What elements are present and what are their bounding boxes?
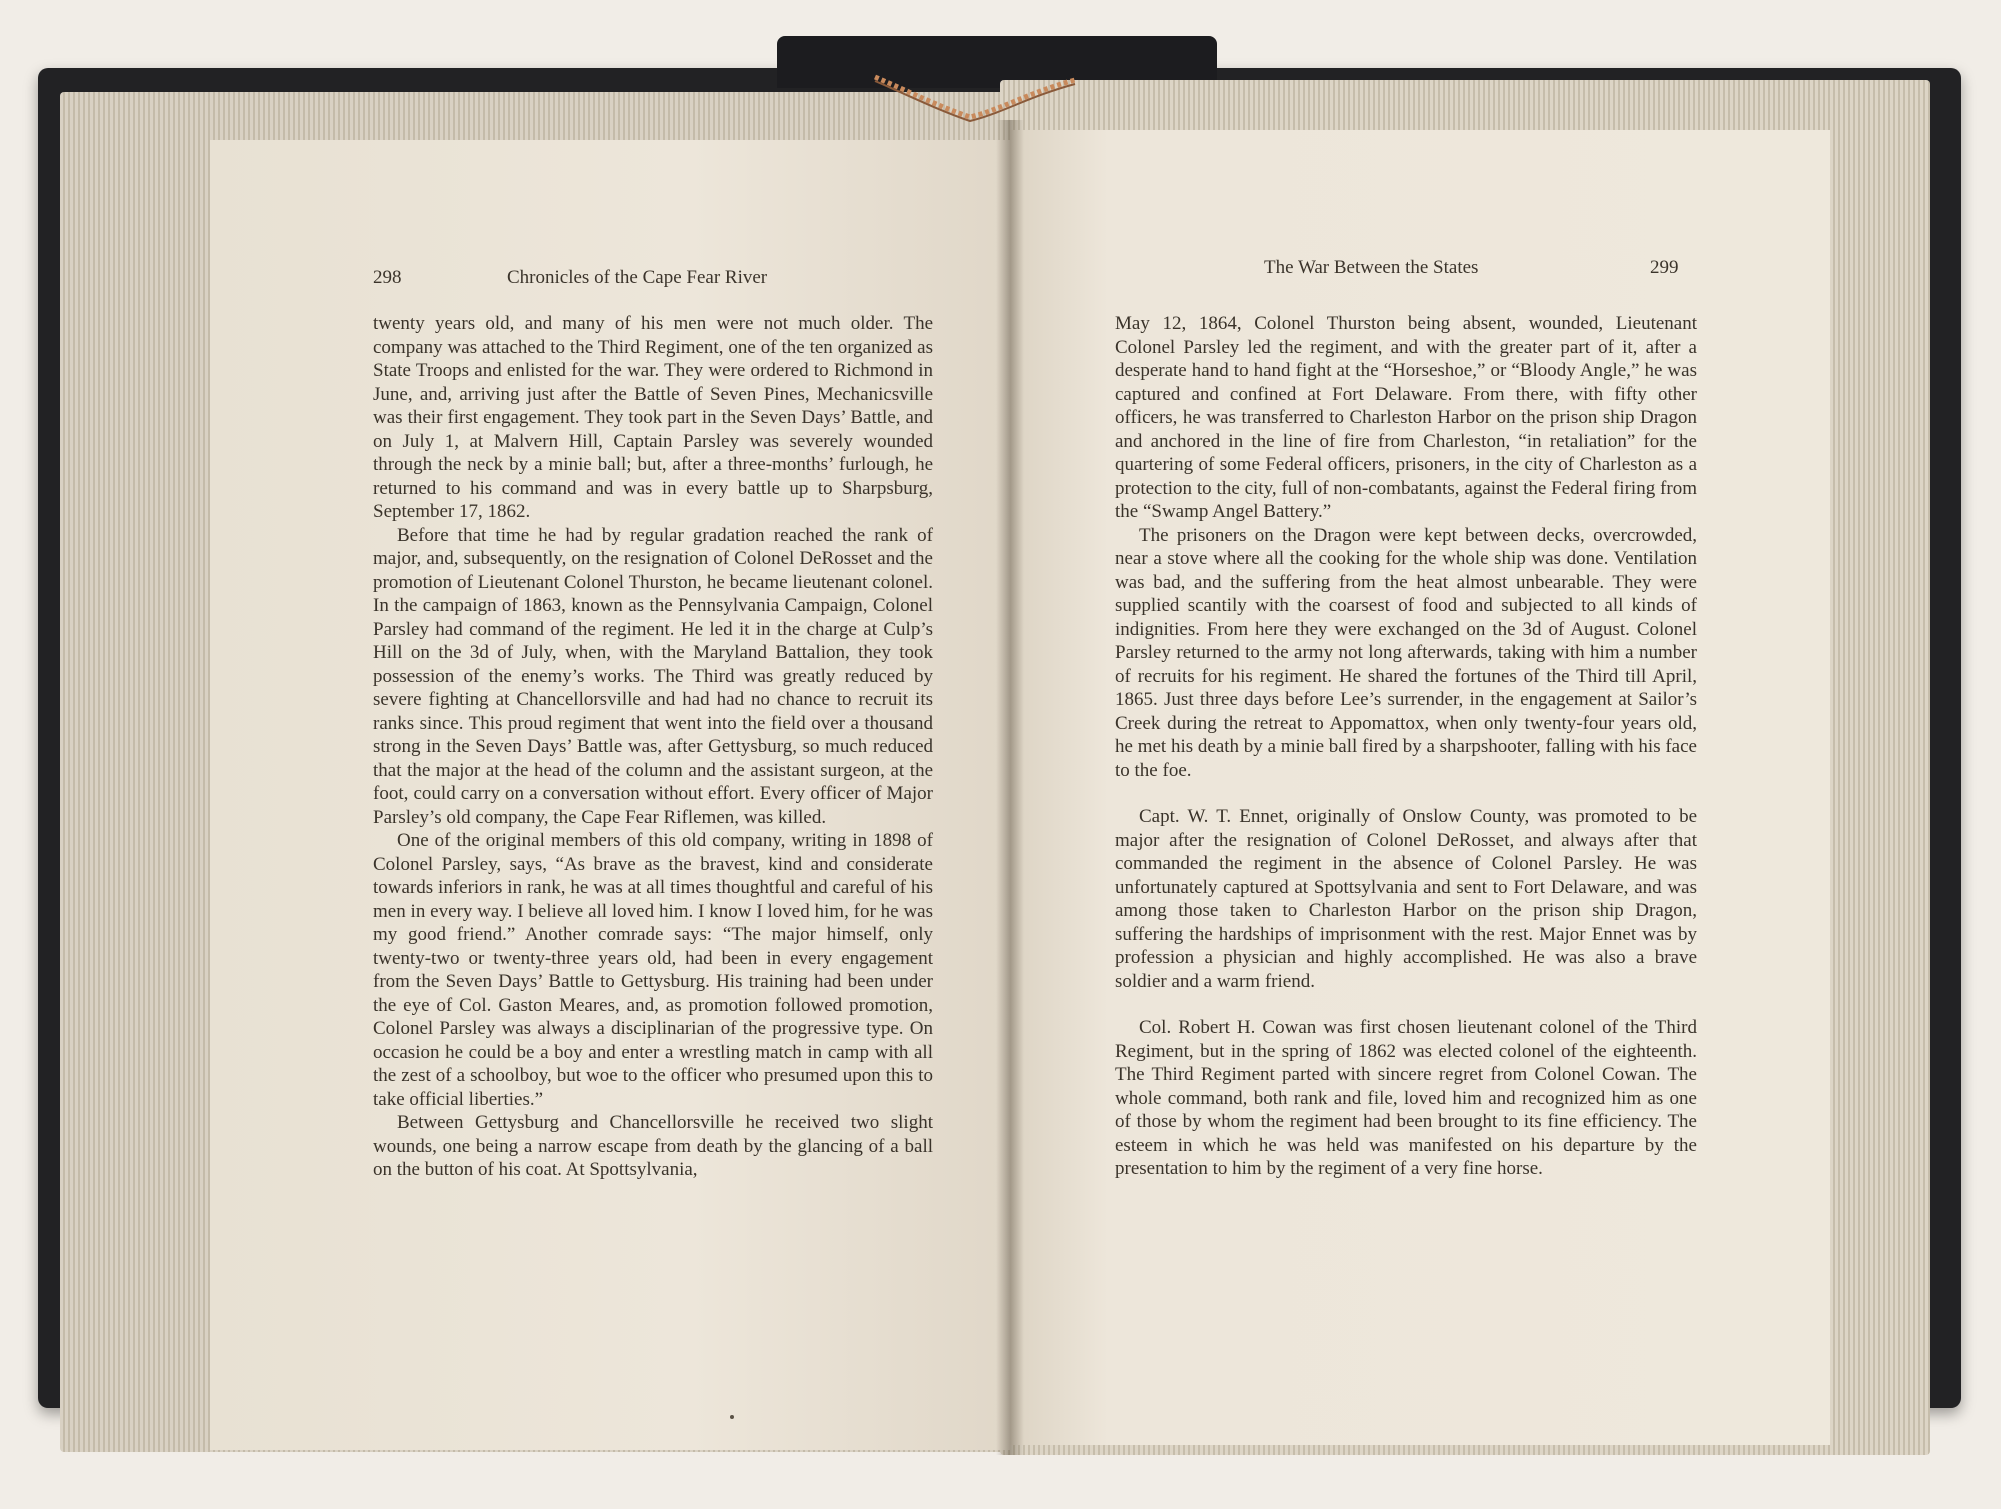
right-running-title: The War Between the States: [1264, 257, 1479, 278]
right-page-text: [1115, 312, 1697, 1181]
right-page: [1010, 130, 1830, 1445]
left-running-title: Chronicles of the Cape Fear River: [507, 267, 768, 288]
left-page: [210, 140, 1010, 1450]
left-page-number: 298: [373, 267, 402, 288]
paragraph: The prisoners on the Dragon were kept between decks, overcrowded, near a stove where all the cooking for the whole ship was done. Ventilation was bad, and the suffering from the heat almost unbearable. They were supplied scantily with the coarsest of food and subjected to all kinds of indignities. From here they were exchanged on the 3d of August. Colonel Parsley returned to the army not long afterwards, taking with him a number of recruits for his regiment. He shared the fortunes of the Third till April, 1865. Just three days before Lee’s surrender, in the engagement at Sailor’s Creek during the retreat to Appomattox, when only twenty-four years old, he met his death by a minie ball fired by a sharpshooter, falling with his face to the foe.: [1115, 524, 1697, 781]
paragraph: Capt. W. T. Ennet, originally of Onslow County, was promoted to be major after the resignation of Colonel DeRosset, and always after that commanded the regiment in the absence of Colonel Parsley. He was unfortunately captured at Spottsylvania and sent to Fort Delaware, and was among those taken to Charleston Harbor on the prison ship Dragon, suffering the hardships of imprisonment with the rest. Major Ennet was by profession a physician and highly accomplished. He was also a brave soldier and a warm friend.: [1115, 806, 1697, 992]
paragraph: Between Gettysburg and Chancellorsville he received two slight wounds, one being a narrow escape from death by the glancing of a ball on the button of his coat. At Spottsylvania,: [373, 1112, 933, 1180]
page-mark: [730, 1415, 734, 1419]
ribbon-bookmark-icon: [870, 72, 1080, 132]
paragraph: Before that time he had by regular gradation reached the rank of major, and, subsequently, on the resignation of Colonel DeRosset and the promotion of Lieutenant Colonel Thurston, he became lieutenant colonel. In the campaign of 1863, known as the Pennsylvania Campaign, Colonel Parsley had command of the regiment. He led it in the charge at Culp’s Hill on the 3d of July, when, with the Maryland Battalion, they took possession of the enemy’s works. The Third was greatly reduced by severe fighting at Chancellorsville and had had no chance to recruit its ranks since. This proud regiment that went into the field over a thousand strong in the Seven Days’ Battle was, after Gettysburg, so much reduced that the major at the head of the column and the assistant surgeon, at the foot, could carry on a conversation without effort. Every officer of Major Parsley’s old company, the Cape Fear Riflemen, was killed.: [373, 524, 933, 828]
paragraph: twenty years old, and many of his men were not much older. The company was attached to the Third Regiment, one of the ten organized as State Troops and enlisted for the war. They were ordered to Richmond in June, and, arriving just after the Battle of Seven Pines, Mechanicsville was their first engagement. They took part in the Seven Days’ Battle, and on July 1, at Malvern Hill, Captain Parsley was severely wounded through the neck by a minie ball; but, after a three-months’ furlough, he returned to his command and was in every battle up to Sharpsburg, September 17, 1862.: [373, 313, 933, 522]
paragraph: May 12, 1864, Colonel Thurston being absent, wounded, Lieutenant Colonel Parsley led the regiment, and with the greater part of it, after a desperate hand to hand fight at the “Horseshoe,” or “Bloody Angle,” he was captured and confined at Fort Delaware. From there, with fifty other officers, he was transferred to Charleston Harbor on the prison ship Dragon and anchored in the line of fire from Charleston, “in retaliation” for the quartering of some Federal officers, prisoners, in the city of Charleston as a protection to the city, full of non-combatants, against the Federal firing from the “Swamp Angel Battery.”: [1115, 313, 1697, 522]
right-page-number: 299: [1650, 257, 1679, 278]
book-gutter: [996, 120, 1024, 1455]
paragraph: One of the original members of this old company, writing in 1898 of Colonel Parsley, says, “As brave as the bravest, kind and considerate towards inferiors in rank, he was at all times thoughtful and careful of his men in every way. I believe all loved him. I know I loved him, for he was my good friend.” Another comrade says: “The major himself, only twenty-two or twenty-three years old, had been in every engagement from the Seven Days’ Battle to Gettysburg. His training had been under the eye of Col. Gaston Meares, and, as promotion followed promotion, Colonel Parsley was always a disciplinarian of the progressive type. On occasion he could be a boy and enter a wrestling match in camp with all the zest of a schoolboy, but woe to the officer who presumed upon this to take official liberties.”: [373, 830, 933, 1110]
left-page-text: [373, 312, 933, 1182]
paragraph: Col. Robert H. Cowan was first chosen lieutenant colonel of the Third Regiment, but in the spring of 1862 was elected colonel of the eighteenth. The Third Regiment parted with sincere regret from Colonel Cowan. The whole command, both rank and file, loved him and recognized him as one of those by whom the regiment had been brought to its fine efficiency. The esteem in which he was held was manifested on his departure by the presentation to him by the regiment of a very fine horse.: [1115, 1017, 1697, 1179]
